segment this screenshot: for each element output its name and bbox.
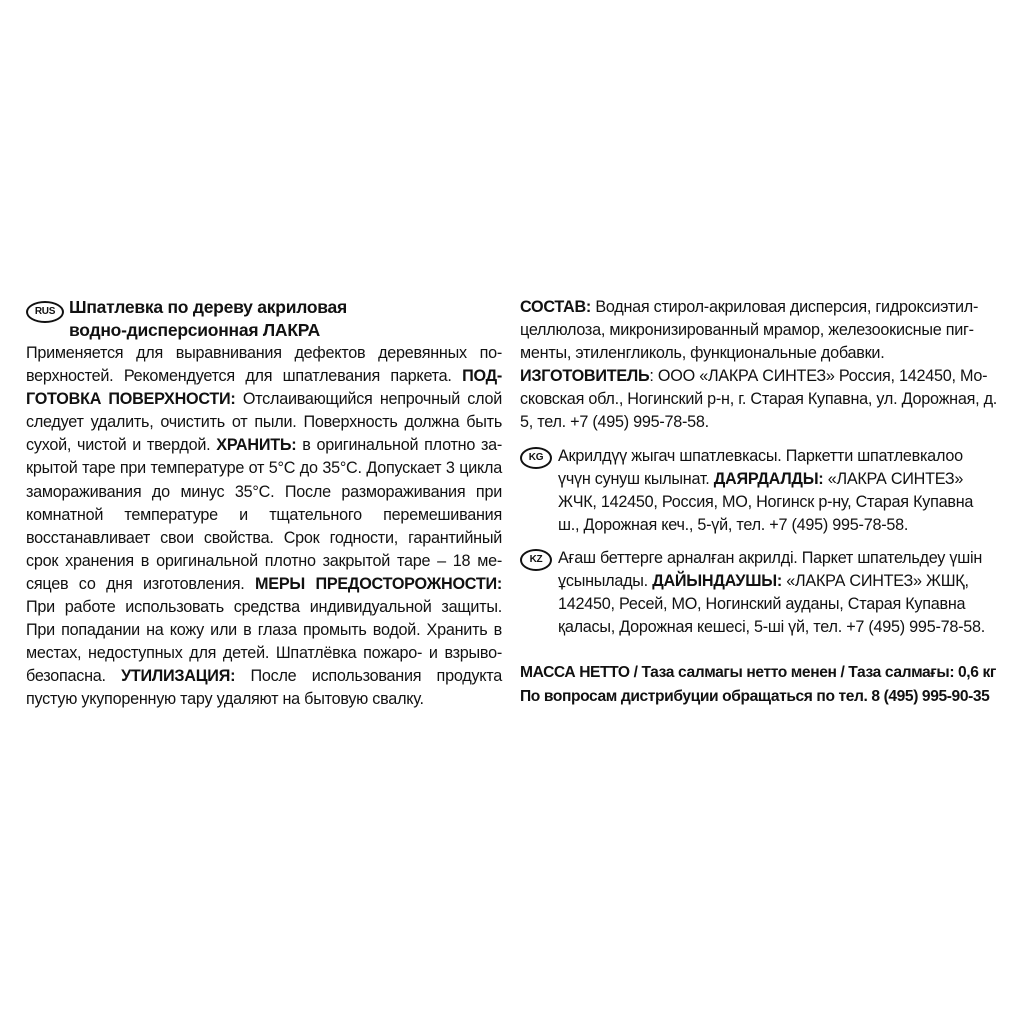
- kyrgyz-text-wrap: [558, 445, 998, 537]
- rus-badge: RUS: [26, 301, 64, 323]
- composition-label: СОСТАВ:: [520, 298, 592, 316]
- manufacturer-label: ИЗГОТОВИТЕЛЬ: [520, 367, 650, 386]
- kazakh-text-wrap: [558, 547, 998, 639]
- kyrgyz-maker-label: ДАЯРДАЛДЫ:: [713, 469, 824, 488]
- kz-badge: KZ: [520, 549, 552, 571]
- kazakh-maker-text: «ЛАКРА СИНТЕЗ» ЖШҚ, 142450, Ресей, МО, Ногинский ауданы, Старая Купавна қаласы, Дорожная кешесі, 5-ші үй, тел. +7 (495) 995-78-58.: [558, 572, 985, 637]
- kazakh-text: Ағаш беттерге арналған акрилді. Паркет шпательдеу үшін ұсынылады.: [558, 548, 983, 591]
- prep-text: Отслаивающийся непрочный слой следует удалить, очистить от пыли. Поверхность должна быть сухой, чистой и твердой.: [26, 390, 503, 455]
- kazakh-maker-label: ДАЙЫНДАУШЫ:: [652, 572, 783, 591]
- kyrgyz-text: Акрилдүү жыгач шпатлевкасы. Паркетти шпатлевкалоо үчүн сунуш кылынат.: [558, 446, 963, 488]
- kyrgyz-maker-text: «ЛАКРА СИНТЕЗ» ЖЧК, 142450, Россия, МО, Ногинск р-ну, Старая Купавна ш., Дорожная кеч., 5-үй, тел. +7 (495) 995-78-58.: [558, 469, 974, 534]
- right-section: [520, 296, 998, 709]
- storage-label: ХРАНИТЬ:: [216, 436, 297, 455]
- disposal-text: После использования продукта пустую укупоренную тару удаляют на бытовую свалку.: [26, 667, 503, 709]
- kazakh-section: [520, 547, 998, 639]
- product-label: [26, 296, 998, 716]
- prep-label: ПОД-ГОТОВКА ПОВЕРХНОСТИ:: [26, 367, 503, 409]
- product-title: [69, 296, 347, 342]
- kyrgyz-section: [520, 445, 998, 537]
- composition-text: Водная стирол-акриловая дисперсия, гидроксиэтил-целлюлоза, микронизированный мрамор, железоокисные пиг-менты, этиленгликоль, функциональные добавки.: [520, 298, 979, 363]
- usage-text: Применяется для выравнивания дефектов деревянных по-верхностей. Рекомендуется для шпатлевания паркета.: [26, 344, 502, 386]
- disposal-label: УТИЛИЗАЦИЯ:: [121, 667, 236, 686]
- russian-section: [26, 296, 502, 712]
- composition-block: [520, 296, 998, 435]
- safety-text: При работе использовать средства индивидуальной защиты. При попадании на кожу или в глаза промыть водой. Хранить в местах, недоступных для детей. Шпатлёвка пожаро- и взрыво-безопасна.: [26, 598, 502, 686]
- footer-block: [520, 661, 998, 709]
- product-title-row: [26, 296, 502, 342]
- product-title-line1: Шпатлевка по дереву акриловая: [69, 297, 347, 317]
- product-title-line2: водно-дисперсионная ЛАКРА: [69, 320, 321, 340]
- kg-badge: KG: [520, 447, 552, 469]
- russian-instructions: [26, 342, 502, 712]
- distribution-contact: По вопросам дистрибуции обращаться по тел. 8 (495) 995-90-35: [520, 688, 990, 706]
- net-mass: МАССА НЕТТО / Таза салмагы нетто менен / Таза салмағы: 0,6 кг: [520, 664, 996, 682]
- manufacturer-text: : ООО «ЛАКРА СИНТЕЗ» Россия, 142450, Мо-сковская обл., Ногинский р-н, г. Старая Купавна, ул. Дорожная, д. 5, тел. +7 (495) 995-78-58.: [520, 367, 998, 432]
- safety-label: МЕРЫ ПРЕДОСТОРОЖНОСТИ:: [255, 574, 502, 593]
- storage-text: в оригинальной плотно за-крытой таре при температуре от 5°С до 35°С. Допускает 3 цикла замораживания до минус 35°С. После размораживания при комнатной температуре и тщательного перемешивания восстанавливает свои свойства. Срок годности, гарантийный срок хранения в оригинальной плотно закрытой таре – 18 ме-сяцев со дня изготовления.: [26, 436, 503, 593]
